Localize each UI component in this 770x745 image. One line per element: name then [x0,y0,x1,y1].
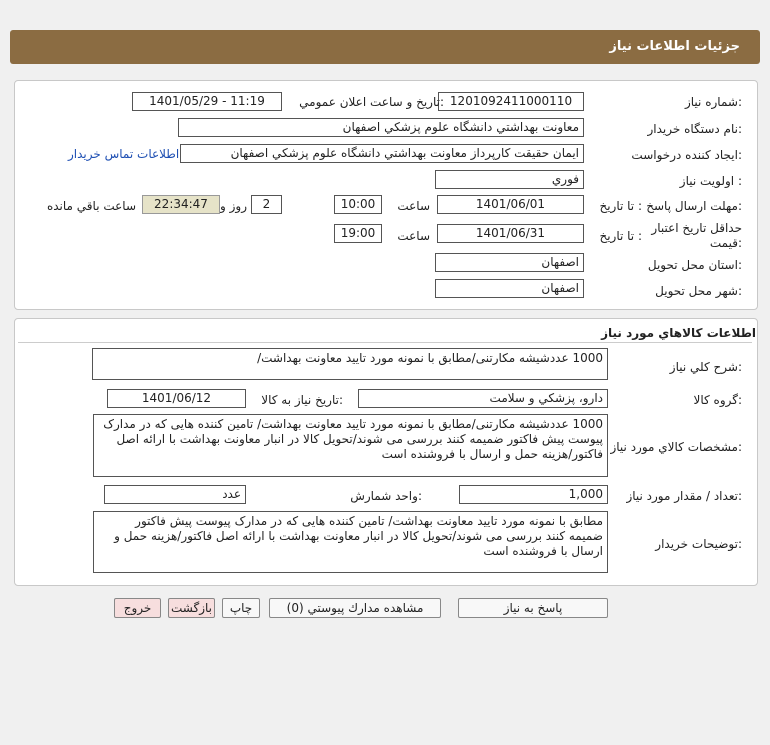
announce-datetime-field: 1401/05/29 - 11:19 [132,92,282,111]
price-validity-label-line2: قيمت: [709,236,742,250]
print-button[interactable]: چاپ [222,598,260,618]
announce-datetime-label: تاريخ و ساعت اعلان عمومي: [299,95,444,109]
buyer-notes-label: توضيحات خريدار: [655,537,742,551]
goods-section-title: اطلاعات كالاهاي مورد نياز [601,326,756,340]
need-number-label: شماره نياز: [684,95,742,109]
deadline-time-field: 10:00 [334,195,382,214]
need-date-field: 1401/06/12 [107,389,246,408]
remaining-days-field: 2 [251,195,282,214]
need-date-label: تاريخ نياز به كالا: [261,393,343,407]
page-header [10,30,760,64]
view-attachments-button[interactable]: مشاهده مدارك پيوستي (0) [269,598,441,618]
deadline-date-field: 1401/06/01 [437,195,584,214]
goods-group-field: دارو، پزشكي و سلامت [358,389,608,408]
need-summary-field: 1000 عددشیشه مکارتنی/مطابق با نمونه مورد تایید معاونت بهداشت/ [92,348,608,380]
exit-button[interactable]: خروج [114,598,161,618]
requester-label: ايجاد كننده درخواست: [631,148,742,162]
price-validity-label-line1: حداقل تاريخ اعتبار [651,221,742,235]
respond-button[interactable]: پاسخ به نياز [458,598,608,618]
price-validity-label [651,221,742,251]
unit-field: عدد [104,485,246,504]
remaining-time-label: ساعت باقي مانده [46,199,136,213]
priority-label: اولويت نياز : [679,174,742,188]
validity-to-date-label: تا تاريخ : [599,229,642,243]
goods-section-divider [18,342,752,343]
buyer-org-field: معاونت بهداشتي دانشگاه علوم پزشكي اصفهان [178,118,584,137]
buyer-org-label: نام دستگاه خريدار: [647,122,742,136]
page-title: جزئيات اطلاعات نياز [609,39,740,54]
validity-date-field: 1401/06/31 [437,224,584,243]
delivery-province-label: استان محل تحويل: [647,258,742,272]
quantity-field: 1,000 [459,485,608,504]
need-summary-label: شرح كلي نياز: [669,360,742,374]
deadline-to-date-label: تا تاريخ : [599,199,642,213]
delivery-province-field: اصفهان [435,253,584,272]
buyer-contact-link[interactable]: اطلاعات تماس خريدار [68,147,180,161]
goods-specs-field: 1000 عددشیشه مکارتنی/مطابق با نمونه مورد تایید معاونت بهداشت/ تامین کننده هایی که در مدارک پیوست پیش فاکتور ضمیمه کنند بررسی می شوند/تحویل کالا در انبار معاونت بهداشت با ارائه اصل فاکتور/هزینه حمل و ارسال با فروشنده است [93,414,608,477]
quantity-label: تعداد / مقدار مورد نياز: [626,489,742,503]
requester-field: ايمان حقيقت كارپرداز معاونت بهداشتي دانشگاه علوم پزشكي اصفهان [180,144,584,163]
goods-group-label: گروه كالا: [693,393,742,407]
remaining-time-field: 22:34:47 [142,195,220,214]
priority-field: فوري [435,170,584,189]
deadline-time-label: ساعت [397,199,430,213]
need-number-field: 1201092411000110 [438,92,584,111]
validity-time-label: ساعت [397,229,430,243]
validity-time-field: 19:00 [334,224,382,243]
deadline-label: مهلت ارسال پاسخ: [646,199,742,213]
back-button[interactable]: بازگشت [168,598,215,618]
delivery-city-field: اصفهان [435,279,584,298]
unit-label: واحد شمارش: [350,489,422,503]
buyer-notes-field: مطابق با نمونه مورد تایید معاونت بهداشت/ تامین کننده هایی که در مدارک پیوست پیش فاکتور ضمیمه کنند بررسی می شوند/تحویل کالا در انبار معاونت بهداشت با ارائه اصل فاکتور/هزینه حمل و ارسال با فروشنده است [93,511,608,573]
goods-specs-label: مشخصات كالاي مورد نياز: [610,440,742,454]
remaining-days-label: روز و [220,199,247,213]
delivery-city-label: شهر محل تحويل: [655,284,742,298]
need-info-panel [14,80,758,310]
